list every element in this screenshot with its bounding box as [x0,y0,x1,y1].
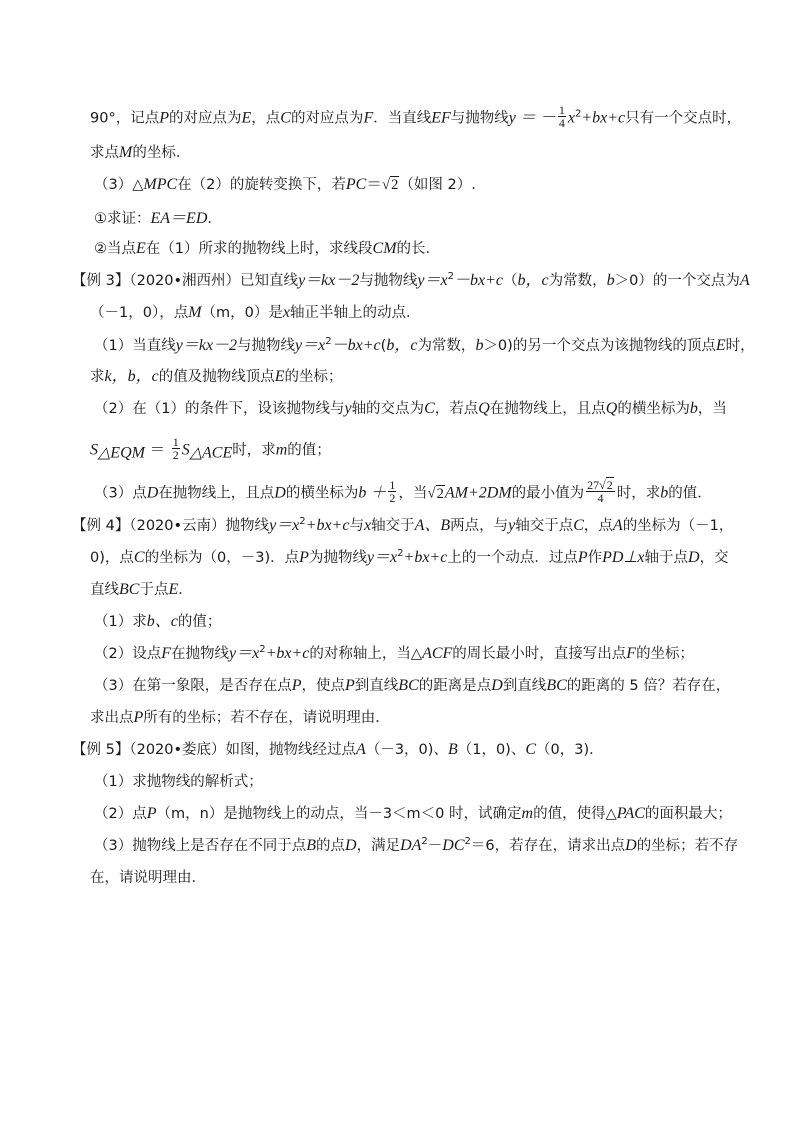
example-label: 【例 5】 [72,742,130,758]
fraction: $\frac{27√2}{4}$ [587,478,613,505]
example-label: 【例 3】 [72,273,130,289]
fraction: $\frac{1}{4}$ [558,103,565,130]
text-line: （3）△MPC在（2）的旋转变换下，若PC＝√2（如图 2）. [94,176,476,193]
example-3-header: 【例 3】（2020•湘西州）已知直线y＝kx－2与抛物线$y=x^2-bx+c(b$，c为常数，b＞0）的一个交点为A [72,271,750,289]
text-line: 求k，b，c的值及抛物线顶点E的坐标； [90,368,343,385]
example-4-header: 【例 4】（2020•云南）抛物线$y=x^2+bx+c$与x轴交于A、B两点，与y轴交于点C，点A的坐标为（－1， [72,516,734,534]
text-line: 直线BC于点E． [90,581,193,598]
text-line: （3）点D在抛物线上，且点D的横坐标为b ＋ $\frac{1}{2}$ ，当√2AM+2DM的最小值为 $\frac{27√2}{4}$ 时，求b的值． [94,478,712,505]
text-line: （－1，0），点M（m，0）是x轴正半轴上的动点． [90,304,421,321]
text-line: ①求证：EA＝ED． [94,210,222,227]
text-line: （1）当直线y＝kx－2与抛物线$y=x^2-bx+c(b$，c为常数，b＞0)的另一个交点为该抛物线的顶点E时， [94,336,755,354]
fraction: $\frac{1}{2}$ [389,478,396,505]
text-line: $S_{\triangle EQM}$ ＝ $\frac{1}{2}$ $S_{\triangle ACE}$时，求m的值； [90,435,331,462]
text-line: （2）在（1）的条件下，设该抛物线与y轴的交点为C，若点Q在抛物线上，且点Q的横坐标为b，当 [94,400,727,417]
text-line: 在，请说明理由． [90,870,206,886]
text-line: （1）求抛物线的解析式； [94,774,263,790]
text-line: （3）在第一象限，是否存在点P，使点P到直线BC的距离是点D到直线BC的距离的 5 倍？若存在， [94,677,731,694]
text-line: （2）点P（m，n）是抛物线上的动点，当－3＜m＜0 时，试确定m的值，使得△PAC的面积最大； [94,805,732,822]
fraction: $\frac{1}{2}$ [172,435,179,462]
text-line: ②当点E在（1）所求的抛物线上时，求线段CM的长． [94,240,441,257]
example-label: 【例 4】 [72,518,130,534]
text-line: 求点M的坐标． [90,144,191,161]
example-5-header: 【例 5】（2020•娄底）如图，抛物线经过点A（－3，0)、B（1，0)、C（0，3)． [72,741,604,758]
text-line: 90°，记点P的对应点为E，点C的对应点为F．当直线EF与抛物线y ＝ － $\frac{1}{4}$ $x^2+bx+c$只有一个交点时， [90,103,742,130]
text-line: （3）抛物线上是否存在不同于点B的点D，满足$DA^2-DC^2=6$，若存在，请求出点D的坐标；若不存 [94,836,739,854]
text-line: （1）求b、c的值； [94,613,222,630]
text-line: （2）设点F在抛物线$y=x^2+bx+c$的对称轴上，当△ACF的周长最小时，直接写出点F的坐标； [94,644,695,662]
text-line: 求出点P所有的坐标；若不存在，请说明理由． [90,709,390,726]
text-line: 0)，点C的坐标为（0，－3)．点P为抛物线$y=x^2+bx+c$上的一个动点．过点P作PD⊥x轴于点D，交 [90,548,729,566]
